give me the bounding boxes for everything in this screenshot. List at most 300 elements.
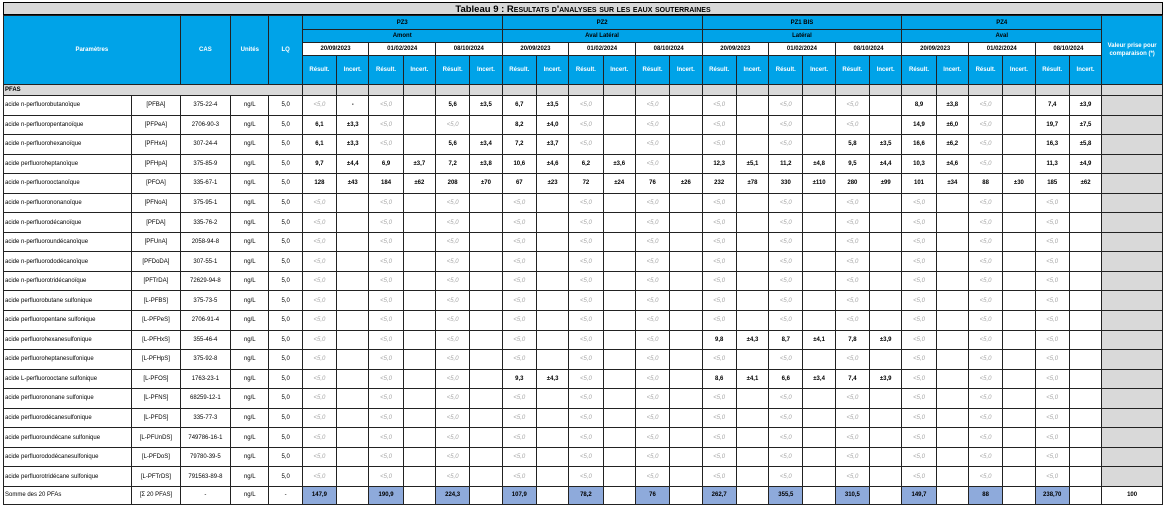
result-cell: <5,0 [369, 467, 403, 487]
result-cell: 101 [902, 174, 936, 194]
uncertainty-cell [670, 330, 702, 350]
result-cell: <5,0 [902, 330, 936, 350]
cas-number: 375-95-1 [180, 193, 230, 213]
uncertainty-cell [337, 350, 369, 370]
result-cell: <5,0 [635, 115, 669, 135]
parameter-code: [L-PFTrDS] [132, 467, 180, 487]
lq-value: 5,0 [269, 350, 302, 370]
sum-blank [870, 486, 902, 504]
uncertainty-cell [403, 291, 435, 311]
result-cell: <5,0 [968, 330, 1002, 350]
uncertainty-cell [1003, 369, 1035, 389]
result-cell: <5,0 [635, 213, 669, 233]
header-result: Résult. [835, 56, 869, 85]
result-cell: <5,0 [635, 252, 669, 272]
uncertainty-cell [603, 115, 635, 135]
uncertainty-cell [603, 271, 635, 291]
result-cell: <5,0 [1035, 252, 1069, 272]
parameter-name: acide perfluorodécanesulfonique [4, 408, 132, 428]
uncertainty-cell [936, 291, 968, 311]
parameter-name: acide n-perfluorodécanoïque [4, 213, 132, 233]
uncertainty-cell [1069, 389, 1101, 409]
result-cell: 8,2 [502, 115, 536, 135]
result-cell: <5,0 [502, 271, 536, 291]
sum-value: 238,70 [1035, 486, 1069, 504]
result-cell: <5,0 [435, 467, 469, 487]
parameter-name: acide perfluoropentane sulfonique [4, 311, 132, 331]
result-cell: <5,0 [968, 291, 1002, 311]
result-cell: 7,4 [1035, 96, 1069, 116]
result-cell: <5,0 [1035, 350, 1069, 370]
sum-value: 355,5 [769, 486, 803, 504]
group-cell [337, 85, 369, 96]
uncertainty-cell [870, 115, 902, 135]
parameter-name: acide n-perfluorotridécanoïque [4, 271, 132, 291]
result-cell: <5,0 [702, 428, 736, 448]
result-cell: 232 [702, 174, 736, 194]
result-cell: 76 [635, 174, 669, 194]
uncertainty-cell [803, 389, 835, 409]
group-cell [302, 85, 336, 96]
uncertainty-cell [803, 271, 835, 291]
unit: ng/L [231, 96, 269, 116]
result-cell: 11,3 [1035, 154, 1069, 174]
parameter-code: [PFBA] [132, 96, 180, 116]
uncertainty-cell [736, 271, 768, 291]
cas-number: 335-77-3 [180, 408, 230, 428]
cas-number: 307-24-4 [180, 135, 230, 155]
uncertainty-cell [670, 291, 702, 311]
uncertainty-cell [603, 330, 635, 350]
parameter-code: [PFUnA] [132, 232, 180, 252]
uncertainty-cell [803, 350, 835, 370]
table-row [4, 232, 1163, 252]
result-cell: <5,0 [635, 232, 669, 252]
cas-number: 1763-23-1 [180, 369, 230, 389]
group-cell [936, 85, 968, 96]
result-cell: <5,0 [968, 193, 1002, 213]
parameter-code: [L-PFHpS] [132, 350, 180, 370]
result-cell: 16,3 [1035, 135, 1069, 155]
result-cell: <5,0 [569, 271, 603, 291]
uncertainty-cell [670, 311, 702, 331]
uncertainty-cell: ±4,6 [536, 154, 568, 174]
uncertainty-cell [870, 389, 902, 409]
comparison-cell [1102, 428, 1163, 448]
uncertainty-cell [337, 193, 369, 213]
uncertainty-cell [403, 135, 435, 155]
result-cell: <5,0 [502, 467, 536, 487]
header-units: Unités [231, 16, 269, 85]
uncertainty-cell [603, 96, 635, 116]
result-cell: <5,0 [769, 193, 803, 213]
unit: ng/L [231, 213, 269, 233]
uncertainty-cell [670, 467, 702, 487]
result-cell: <5,0 [769, 350, 803, 370]
sum-value: 224,3 [435, 486, 469, 504]
uncertainty-cell: ±4,3 [736, 330, 768, 350]
cas-number: 72629-94-8 [180, 271, 230, 291]
uncertainty-cell [337, 330, 369, 350]
group-cell [702, 85, 736, 96]
result-cell: 8,6 [702, 369, 736, 389]
result-cell: <5,0 [835, 291, 869, 311]
result-cell: <5,0 [769, 271, 803, 291]
table-title-text: Resultats d'analyses sur les eaux souterraines [506, 4, 711, 15]
result-cell: <5,0 [369, 252, 403, 272]
result-cell: 9,7 [302, 154, 336, 174]
result-cell: <5,0 [435, 369, 469, 389]
result-cell: <5,0 [369, 369, 403, 389]
result-cell: <5,0 [369, 428, 403, 448]
result-cell: <5,0 [435, 252, 469, 272]
uncertainty-cell: ±3,8 [936, 96, 968, 116]
uncertainty-cell [670, 447, 702, 467]
table-row [4, 193, 1163, 213]
unit: ng/L [231, 408, 269, 428]
result-cell: <5,0 [902, 232, 936, 252]
comparison-cell [1102, 193, 1163, 213]
header-location-2: PZ1 BIS [702, 16, 902, 30]
result-cell: <5,0 [435, 330, 469, 350]
uncertainty-cell [337, 447, 369, 467]
uncertainty-cell [403, 252, 435, 272]
uncertainty-cell [603, 135, 635, 155]
uncertainty-cell [803, 408, 835, 428]
result-cell: <5,0 [502, 193, 536, 213]
lq-value: 5,0 [269, 271, 302, 291]
uncertainty-cell [603, 252, 635, 272]
uncertainty-cell [1003, 467, 1035, 487]
uncertainty-cell [603, 389, 635, 409]
uncertainty-cell [936, 330, 968, 350]
uncertainty-cell: ±3,8 [470, 154, 502, 174]
uncertainty-cell [936, 271, 968, 291]
result-cell: <5,0 [502, 389, 536, 409]
uncertainty-cell [670, 252, 702, 272]
header-comparison: Valeur prise pour comparaison (*) [1102, 16, 1163, 85]
uncertainty-cell: ±3,9 [870, 369, 902, 389]
sum-row [4, 486, 1163, 504]
uncertainty-cell [670, 271, 702, 291]
uncertainty-cell: ±4,4 [337, 154, 369, 174]
uncertainty-cell [1003, 154, 1035, 174]
sum-comparison: 100 [1102, 486, 1163, 504]
uncertainty-cell [736, 135, 768, 155]
sum-cas: - [180, 486, 230, 504]
uncertainty-cell [936, 369, 968, 389]
sum-blank [403, 486, 435, 504]
uncertainty-cell: ±23 [536, 174, 568, 194]
result-cell: <5,0 [302, 291, 336, 311]
uncertainty-cell [603, 408, 635, 428]
uncertainty-cell [670, 408, 702, 428]
uncertainty-cell: ±4,9 [1069, 154, 1101, 174]
uncertainty-cell [870, 271, 902, 291]
uncertainty-cell [470, 232, 502, 252]
table-row [4, 389, 1163, 409]
uncertainty-cell [1003, 252, 1035, 272]
result-cell: <5,0 [902, 252, 936, 272]
uncertainty-cell [337, 291, 369, 311]
result-cell: <5,0 [702, 447, 736, 467]
uncertainty-cell: ±110 [803, 174, 835, 194]
comparison-cell [1102, 291, 1163, 311]
uncertainty-cell [470, 330, 502, 350]
result-cell: <5,0 [902, 467, 936, 487]
comparison-cell [1102, 447, 1163, 467]
result-cell: <5,0 [302, 271, 336, 291]
group-cell [635, 85, 669, 96]
uncertainty-cell [403, 115, 435, 135]
uncertainty-cell: ±3,5 [870, 135, 902, 155]
comparison-cell [1102, 174, 1163, 194]
lq-value: 5,0 [269, 447, 302, 467]
table-row [4, 408, 1163, 428]
parameter-name: acide L-perfluorooctane sulfonique [4, 369, 132, 389]
parameter-code: [L-PFUnDS] [132, 428, 180, 448]
header-uncertainty: Incert. [337, 56, 369, 85]
unit: ng/L [231, 330, 269, 350]
uncertainty-cell [736, 193, 768, 213]
uncertainty-cell [736, 350, 768, 370]
result-cell: <5,0 [769, 252, 803, 272]
uncertainty-cell [803, 252, 835, 272]
uncertainty-cell [736, 291, 768, 311]
uncertainty-cell: ±3,9 [1069, 96, 1101, 116]
uncertainty-cell: ±43 [337, 174, 369, 194]
header-position-0: Amont [302, 30, 502, 43]
uncertainty-cell [736, 447, 768, 467]
uncertainty-cell [470, 252, 502, 272]
uncertainty-cell [803, 428, 835, 448]
result-cell: <5,0 [1035, 447, 1069, 467]
result-cell: <5,0 [702, 96, 736, 116]
result-cell: <5,0 [835, 271, 869, 291]
result-cell: <5,0 [435, 291, 469, 311]
uncertainty-cell [803, 311, 835, 331]
uncertainty-cell [803, 96, 835, 116]
result-cell: <5,0 [902, 389, 936, 409]
unit: ng/L [231, 115, 269, 135]
uncertainty-cell [1069, 311, 1101, 331]
result-cell: <5,0 [968, 154, 1002, 174]
group-cell [870, 85, 902, 96]
result-cell: <5,0 [302, 232, 336, 252]
uncertainty-cell: ±24 [603, 174, 635, 194]
uncertainty-cell [670, 135, 702, 155]
header-location-1: PZ2 [502, 16, 702, 30]
table-row [4, 213, 1163, 233]
result-cell: <5,0 [702, 291, 736, 311]
result-cell: <5,0 [1035, 467, 1069, 487]
result-cell: 5,8 [835, 135, 869, 155]
header-uncertainty: Incert. [470, 56, 502, 85]
lq-value: 5,0 [269, 115, 302, 135]
uncertainty-cell [1003, 311, 1035, 331]
result-cell: 8,7 [769, 330, 803, 350]
uncertainty-cell [870, 96, 902, 116]
group-cell [369, 85, 403, 96]
group-cell [968, 85, 1002, 96]
unit: ng/L [231, 271, 269, 291]
uncertainty-cell: ±6,0 [936, 115, 968, 135]
result-cell: <5,0 [435, 115, 469, 135]
uncertainty-cell [470, 447, 502, 467]
result-cell: 9,5 [835, 154, 869, 174]
uncertainty-cell [870, 193, 902, 213]
uncertainty-cell [870, 428, 902, 448]
group-cell [1069, 85, 1101, 96]
parameter-code: [L-PFNS] [132, 389, 180, 409]
result-cell: <5,0 [569, 213, 603, 233]
result-cell: 208 [435, 174, 469, 194]
uncertainty-cell [870, 467, 902, 487]
uncertainty-cell [470, 408, 502, 428]
result-cell: <5,0 [435, 193, 469, 213]
cas-number: 375-22-4 [180, 96, 230, 116]
cas-number: 375-73-5 [180, 291, 230, 311]
parameter-code: [L-PFBS] [132, 291, 180, 311]
uncertainty-cell [337, 428, 369, 448]
lq-value: 5,0 [269, 135, 302, 155]
uncertainty-cell [403, 447, 435, 467]
uncertainty-cell [936, 193, 968, 213]
table-row [4, 252, 1163, 272]
unit: ng/L [231, 369, 269, 389]
uncertainty-cell [1069, 447, 1101, 467]
result-cell: <5,0 [369, 330, 403, 350]
result-cell: <5,0 [302, 350, 336, 370]
uncertainty-cell [403, 311, 435, 331]
unit: ng/L [231, 135, 269, 155]
lq-value: 5,0 [269, 467, 302, 487]
unit: ng/L [231, 447, 269, 467]
header-uncertainty: Incert. [803, 56, 835, 85]
group-cell [769, 85, 803, 96]
result-cell: <5,0 [369, 311, 403, 331]
uncertainty-cell [736, 213, 768, 233]
uncertainty-cell [803, 213, 835, 233]
cas-number: 307-55-1 [180, 252, 230, 272]
comparison-cell [1102, 330, 1163, 350]
header-date-2-0: 20/09/2023 [702, 43, 769, 56]
cas-number: 375-85-9 [180, 154, 230, 174]
group-cell [835, 85, 869, 96]
group-cell [670, 85, 702, 96]
lq-value: 5,0 [269, 193, 302, 213]
uncertainty-cell [670, 193, 702, 213]
result-cell: <5,0 [569, 291, 603, 311]
results-table-container [3, 2, 1163, 505]
uncertainty-cell [1069, 330, 1101, 350]
result-cell: 6,1 [302, 115, 336, 135]
uncertainty-cell [1003, 213, 1035, 233]
uncertainty-cell [1003, 193, 1035, 213]
uncertainty-cell [803, 115, 835, 135]
result-cell: <5,0 [369, 232, 403, 252]
comparison-cell [1102, 271, 1163, 291]
result-cell: 6,2 [569, 154, 603, 174]
uncertainty-cell [403, 428, 435, 448]
result-cell: <5,0 [702, 350, 736, 370]
result-cell: <5,0 [369, 350, 403, 370]
uncertainty-cell [337, 252, 369, 272]
comparison-cell [1102, 389, 1163, 409]
uncertainty-cell [1069, 213, 1101, 233]
sum-value: 310,5 [835, 486, 869, 504]
uncertainty-cell [470, 311, 502, 331]
group-cell [536, 85, 568, 96]
header-date-1-2: 08/10/2024 [635, 43, 702, 56]
header-result: Résult. [369, 56, 403, 85]
lq-value: 5,0 [269, 232, 302, 252]
result-cell: <5,0 [1035, 428, 1069, 448]
header-date-0-0: 20/09/2023 [302, 43, 369, 56]
result-cell: <5,0 [569, 447, 603, 467]
uncertainty-cell: ±4,6 [936, 154, 968, 174]
cas-number: 68259-12-1 [180, 389, 230, 409]
sum-code: [Σ 20 PFAS] [132, 486, 180, 504]
result-cell: <5,0 [902, 193, 936, 213]
group-cell [1102, 85, 1163, 96]
result-cell: <5,0 [968, 350, 1002, 370]
header-uncertainty: Incert. [603, 56, 635, 85]
result-cell: <5,0 [702, 467, 736, 487]
result-cell: <5,0 [835, 428, 869, 448]
result-cell: <5,0 [702, 232, 736, 252]
result-cell: <5,0 [902, 447, 936, 467]
result-cell: 7,4 [835, 369, 869, 389]
result-cell: <5,0 [435, 311, 469, 331]
comparison-cell [1102, 154, 1163, 174]
uncertainty-cell [337, 467, 369, 487]
uncertainty-cell: ±78 [736, 174, 768, 194]
uncertainty-cell [736, 389, 768, 409]
lq-value: 5,0 [269, 428, 302, 448]
sum-blank [536, 486, 568, 504]
parameter-name: acide perfluorotridécane sulfonique [4, 467, 132, 487]
uncertainty-cell [470, 428, 502, 448]
parameter-code: [PFDoDA] [132, 252, 180, 272]
unit: ng/L [231, 193, 269, 213]
uncertainty-cell [337, 408, 369, 428]
group-cell [403, 85, 435, 96]
table-row [4, 467, 1163, 487]
result-cell: <5,0 [635, 193, 669, 213]
parameter-code: [L-PFOS] [132, 369, 180, 389]
uncertainty-cell: ±4,3 [536, 369, 568, 389]
result-cell: <5,0 [569, 408, 603, 428]
comparison-cell [1102, 135, 1163, 155]
sum-blank [670, 486, 702, 504]
result-cell: <5,0 [702, 213, 736, 233]
lq-value: 5,0 [269, 369, 302, 389]
header-result: Résult. [435, 56, 469, 85]
header-parameters: Paramètres [4, 16, 181, 85]
result-cell: <5,0 [769, 311, 803, 331]
parameter-code: [PFHpA] [132, 154, 180, 174]
result-cell: <5,0 [835, 311, 869, 331]
result-cell: <5,0 [1035, 193, 1069, 213]
uncertainty-cell: ±30 [1003, 174, 1035, 194]
parameter-name: acide n-perfluoropentanoïque [4, 115, 132, 135]
result-cell: <5,0 [435, 350, 469, 370]
uncertainty-cell [1003, 135, 1035, 155]
result-cell: 8,9 [902, 96, 936, 116]
result-cell: 10,6 [502, 154, 536, 174]
result-cell: <5,0 [569, 115, 603, 135]
